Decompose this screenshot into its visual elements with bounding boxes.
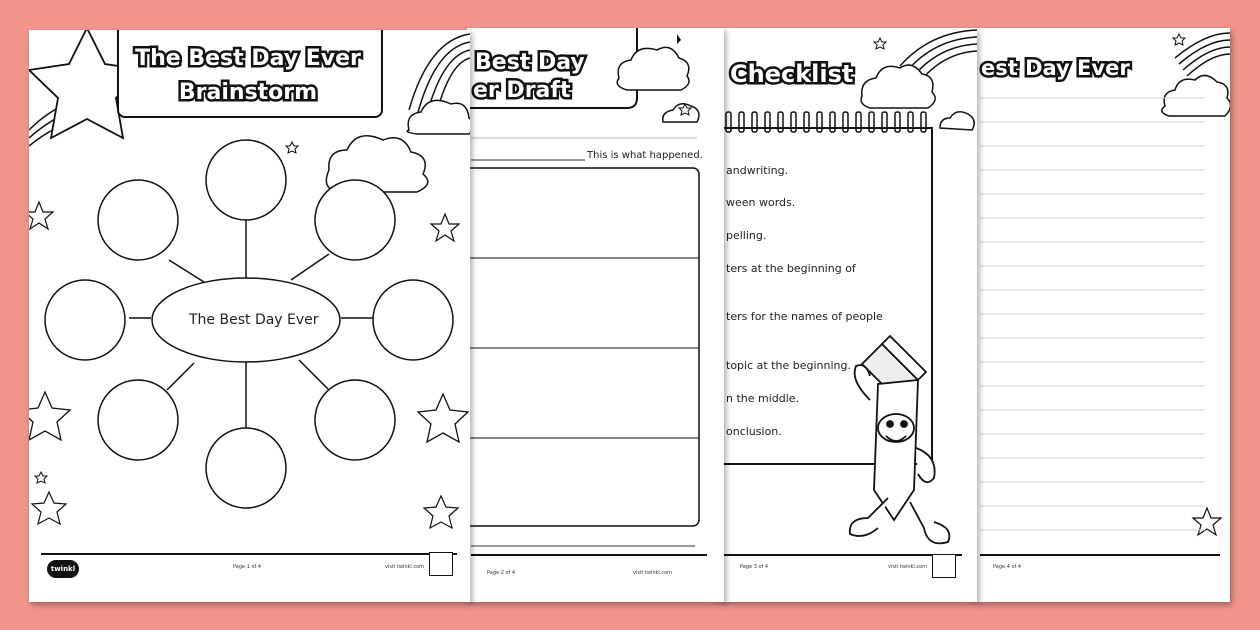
small-star-icon (1173, 34, 1185, 45)
page2-title-line1: Best Day (475, 50, 585, 75)
star-icon (424, 496, 458, 528)
center-bubble-text: The Best Day Ever (189, 312, 319, 328)
checklist-item: topic at the beginning. (726, 359, 851, 372)
page2-title-line2: er Draft (473, 78, 571, 103)
checklist-item: ters for the names of people (726, 310, 883, 323)
small-star-icon (35, 472, 47, 483)
small-star-icon (286, 142, 298, 153)
page3-title: Checklist (730, 60, 854, 88)
page2-footer-line (471, 554, 707, 556)
cloud-icon (940, 112, 974, 130)
bubble-left (45, 280, 125, 360)
page2-footer-page: Page 2 of 4 (487, 570, 516, 576)
small-icon (677, 34, 681, 44)
cloud-icon (861, 65, 935, 108)
small-star-icon (874, 38, 886, 49)
page2-footer-site: visit twinkl.com (633, 570, 673, 576)
page1-title-line1: The Best Day Ever (135, 46, 361, 71)
bubble-top (206, 140, 286, 220)
twinkl-logo: twinkl (47, 560, 79, 578)
worksheet-page-3 (720, 28, 977, 602)
writing-lines (980, 98, 1205, 530)
draft-box (467, 168, 699, 526)
page4-art (975, 28, 1230, 602)
checklist-item: pelling. (726, 229, 767, 242)
bubble-top-left (98, 180, 178, 260)
star-icon (418, 394, 468, 442)
page3-footer-page: Page 3 of 4 (740, 564, 769, 570)
draft-prompt: This is what happened. (587, 150, 703, 161)
page3-footer-site: visit twinkl.com (888, 564, 928, 570)
star-icon (29, 392, 70, 440)
bubble-bottom-right (315, 380, 395, 460)
cloud-icon (617, 47, 689, 90)
page4-title: est Day Ever (981, 56, 1130, 80)
checklist-item: ters at the beginning of (726, 262, 856, 275)
star-icon (32, 492, 66, 524)
checklist-item: andwriting. (726, 164, 789, 177)
star-icon (1193, 508, 1221, 535)
cloud-icon (1162, 75, 1230, 116)
page4-footer-page: Page 4 of 4 (993, 564, 1022, 570)
star-icon (431, 214, 459, 241)
page4-footer-line (980, 554, 1220, 556)
bubble-right (373, 280, 453, 360)
checklist-item: onclusion. (726, 425, 782, 438)
bubble-bottom (206, 428, 286, 508)
bubble-bottom-left (98, 380, 178, 460)
cloud-icon (407, 100, 470, 134)
quality-badge-icon (429, 552, 453, 576)
page3-footer-line (724, 554, 962, 556)
page1-footer-site: visit twinkl.com (385, 564, 425, 570)
checklist-item: ween words. (726, 196, 796, 209)
quality-badge-icon (932, 554, 956, 578)
worksheet-page-2 (467, 28, 724, 602)
page1-footer-page: Page 1 of 4 (233, 564, 262, 570)
worksheet-page-4 (975, 28, 1230, 602)
checklist-item: n the middle. (726, 392, 800, 405)
page2-art (467, 28, 724, 602)
page1-title-line2: Brainstorm (178, 80, 318, 105)
worksheet-page-1 (29, 30, 470, 602)
cloud-icon (663, 104, 699, 122)
page1-footer-line (41, 553, 457, 555)
bubble-top-right (315, 180, 395, 260)
star-icon (29, 202, 53, 229)
